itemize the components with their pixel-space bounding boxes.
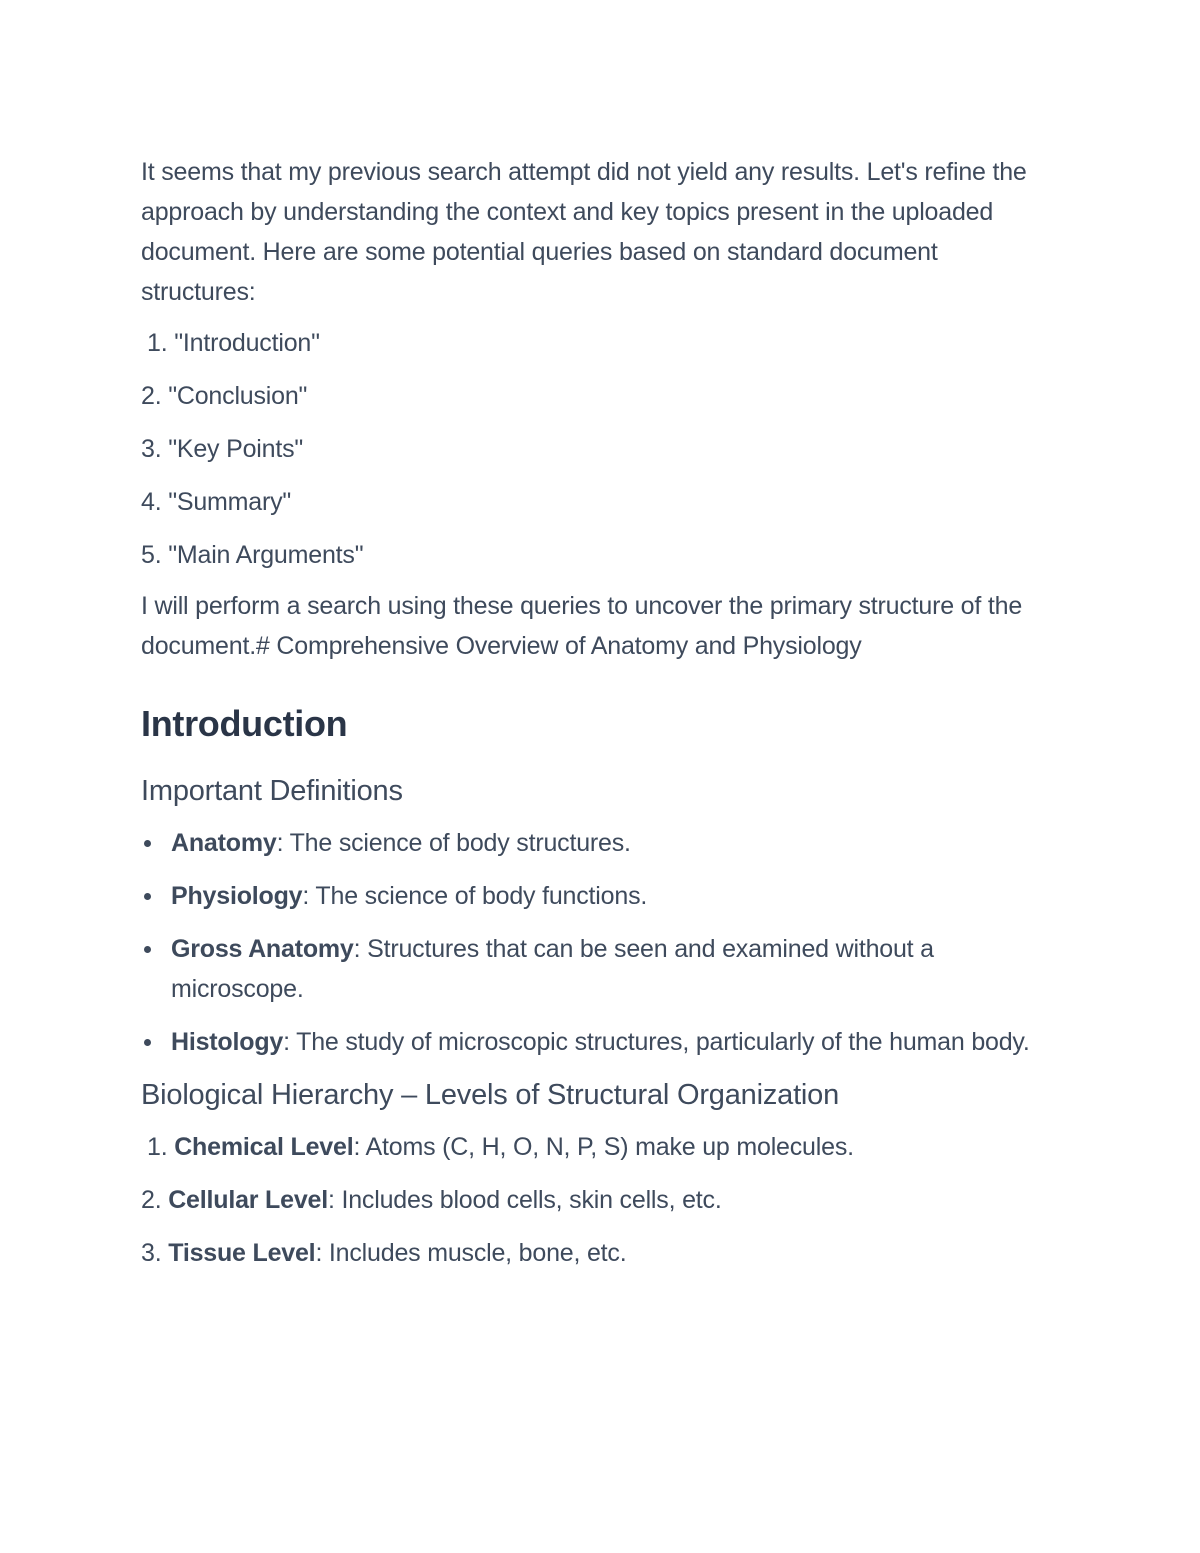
- list-item: [141, 482, 1051, 522]
- list-item: [141, 1127, 1051, 1167]
- document-page: [141, 152, 1051, 1286]
- definition-item: [141, 823, 1051, 863]
- list-number: 3.: [141, 1239, 162, 1267]
- list-item: [141, 535, 1051, 575]
- definition-term: Histology: [171, 1028, 284, 1056]
- bullet-icon: [144, 1039, 151, 1046]
- list-number: 2.: [141, 1186, 162, 1214]
- list-number: 3.: [141, 435, 162, 463]
- hierarchy-desc: : Atoms (C, H, O, N, P, S) make up molecules.: [353, 1133, 854, 1161]
- definitions-list: [141, 823, 1051, 1062]
- list-item: [141, 323, 1051, 363]
- list-item: [141, 376, 1051, 416]
- hierarchy-term: Tissue Level: [168, 1239, 316, 1267]
- definition-item: [141, 876, 1051, 916]
- list-text: "Key Points": [168, 435, 304, 463]
- definition-desc: : The study of microscopic structures, particularly of the human body.: [283, 1028, 1030, 1056]
- section-title: Introduction: [141, 703, 348, 744]
- list-text: "Conclusion": [168, 382, 308, 410]
- list-item: [141, 1180, 1051, 1220]
- list-item: [141, 429, 1051, 469]
- bullet-icon: [144, 946, 151, 953]
- list-number: 1.: [147, 1133, 168, 1161]
- bullet-icon: [144, 840, 151, 847]
- definition-desc: : The science of body structures.: [276, 829, 631, 857]
- list-number: 5.: [141, 541, 162, 569]
- list-text: "Summary": [168, 488, 292, 516]
- definitions-heading: Important Definitions: [141, 775, 403, 807]
- definition-term: Gross Anatomy: [171, 935, 354, 963]
- list-number: 1.: [147, 329, 168, 357]
- definition-item: [141, 929, 1051, 1009]
- definition-desc: : The science of body functions.: [302, 882, 648, 910]
- followup-paragraph: I will perform a search using these queries to uncover the primary structure of the document.# Comprehensive Overview of Anatomy and Physiology: [141, 592, 1023, 660]
- hierarchy-list: [141, 1127, 1051, 1273]
- definition-item: [141, 1022, 1051, 1062]
- query-list: [141, 323, 1051, 575]
- list-item: [141, 1233, 1051, 1273]
- definition-term: Physiology: [171, 882, 303, 910]
- hierarchy-heading: Biological Hierarchy – Levels of Structural Organization: [141, 1079, 840, 1111]
- list-text: "Main Arguments": [168, 541, 364, 569]
- definition-desc: : Structures that can be seen and examined without a microscope.: [171, 935, 934, 1003]
- bullet-icon: [144, 893, 151, 900]
- list-number: 4.: [141, 488, 162, 516]
- list-text: "Introduction": [174, 329, 320, 357]
- intro-paragraph: It seems that my previous search attempt did not yield any results. Let's refine the approach by understanding the context and key topics present in the uploaded document. Here are some potential queries based on standard document structures:: [141, 158, 1027, 306]
- list-number: 2.: [141, 382, 162, 410]
- hierarchy-desc: : Includes blood cells, skin cells, etc.: [327, 1186, 722, 1214]
- hierarchy-desc: : Includes muscle, bone, etc.: [315, 1239, 627, 1267]
- hierarchy-term: Chemical Level: [174, 1133, 354, 1161]
- hierarchy-term: Cellular Level: [168, 1186, 328, 1214]
- definition-term: Anatomy: [171, 829, 277, 857]
